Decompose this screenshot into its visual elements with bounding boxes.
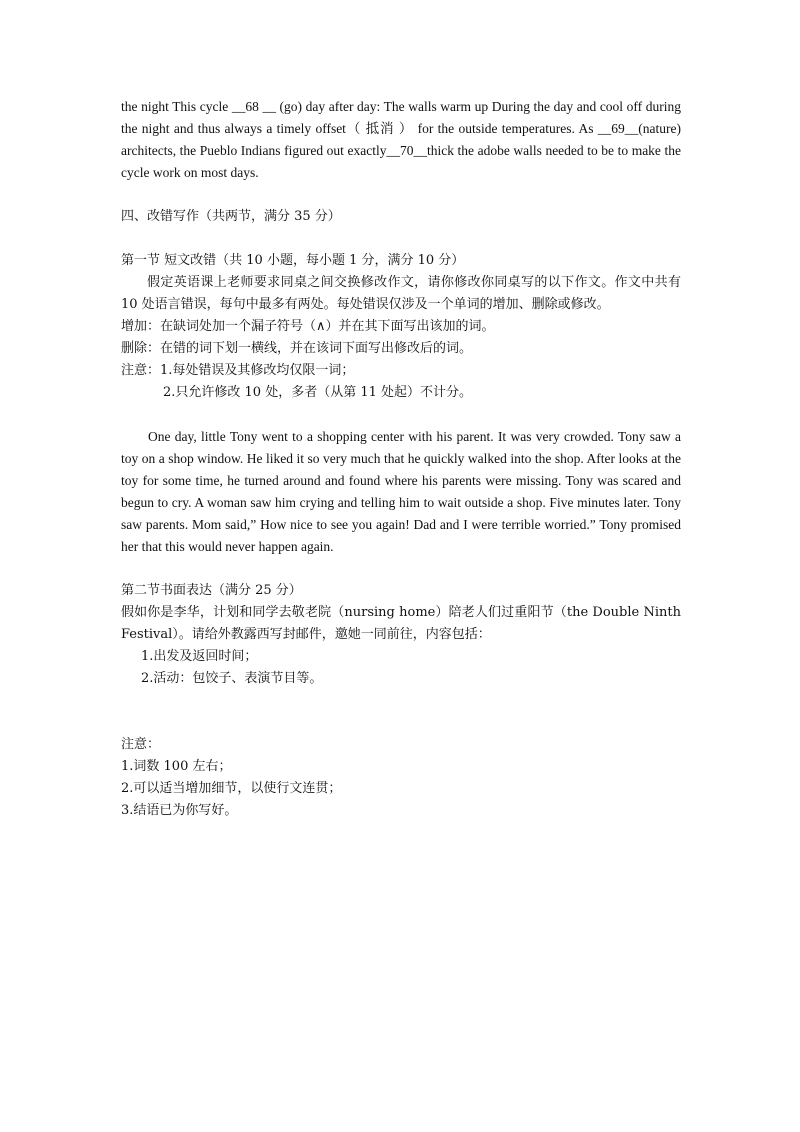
spacer xyxy=(121,558,681,580)
notes-heading: 注意： xyxy=(121,737,161,752)
writing-note-3: 3.结语已为你写好。 xyxy=(121,803,238,818)
writing-note-2: 2.可以适当增加细节，以使行文连贯； xyxy=(121,781,342,796)
prompt-item-2: 2.活动：包饺子、表演节目等。 xyxy=(141,671,323,686)
section-heading: 四、改错写作（共两节，满分 35 分） xyxy=(121,209,341,224)
writing-note-1: 1.词数 100 左右； xyxy=(121,759,232,774)
writing-prompt: 假如你是李华，计划和同学去敬老院（nursing home）陪老人们过重阳节（the Double Ninth Festival）。请给外教露西写封邮件，邀她一同前往，内容包括： xyxy=(121,605,681,642)
spacer xyxy=(121,690,681,734)
reading-passage-ending: the night This cycle __68 __ (go) day after day: The walls warm up During the day and cool off during the night and thus always a timely offset（ 抵消 ） for the outside temperatures. As __69__(nature) architects, the Pueblo Indians figured out exactly__70__thick the adobe walls needed to be to make the cycle work on most days. xyxy=(121,99,681,180)
part1-heading: 第一节 短文改错（共 10 小题，每小题 1 分，满分 10 分） xyxy=(121,253,465,268)
spacer xyxy=(121,228,681,250)
note-2: 2.只允许修改 10 处，多者（从第 11 处起）不计分。 xyxy=(163,385,473,400)
document-page xyxy=(121,96,681,822)
spacer xyxy=(121,404,681,426)
part1-instruction: 假定英语课上老师要求同桌之间交换修改作文，请你修改你同桌写的以下作文。作文中共有 10 处语言错误，每句中最多有两处。每处错误仅涉及一个单词的增加、删除或修改。 xyxy=(121,275,681,312)
prompt-item-1: 1.出发及返回时间； xyxy=(141,649,258,664)
part2-heading: 第二节书面表达（满分 25 分） xyxy=(121,583,302,598)
note-1: 注意：1.每处错误及其修改均仅限一词； xyxy=(121,363,355,378)
delete-rule: 删除：在错的词下划一横线，并在该词下面写出修改后的词。 xyxy=(121,341,473,356)
add-rule: 增加：在缺词处加一个漏子符号（∧）并在其下面写出该加的词。 xyxy=(121,319,495,334)
spacer xyxy=(121,184,681,206)
error-correction-essay: One day, little Tony went to a shopping center with his parent. It was very crowded. Tony saw a toy on a shop window. He liked it so very much that he quickly walked into the shop. After looks at the toy for some time, he turned around and found where his parents were missing. Tony was scared and begun to cry. A woman saw him crying and telling him to wait outside a shop. Five minutes later. Tony saw parents. Mom said,” How nice to see you again! Dad and I were terrible worried.” Tony promised her that this would never happen again. xyxy=(121,429,681,554)
